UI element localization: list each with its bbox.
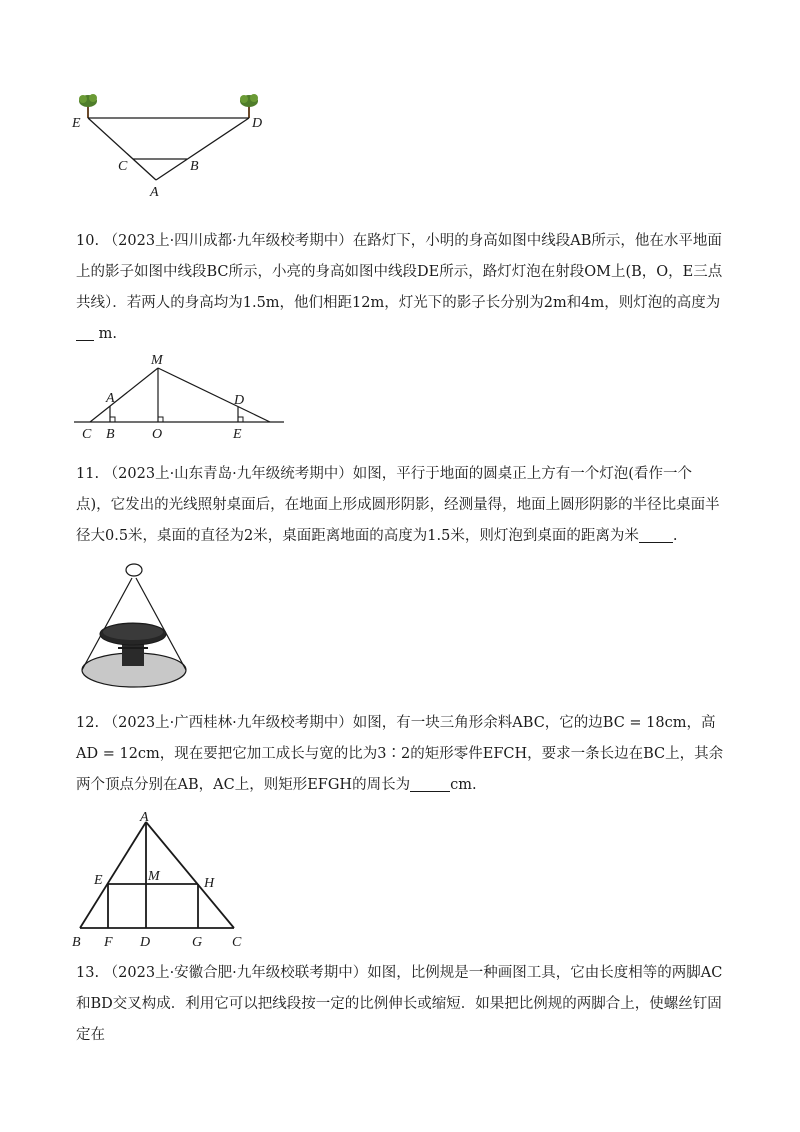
label-M: M [148,869,160,884]
label-B: B [190,159,199,174]
label-E: E [72,116,81,131]
problem-source: （2023上·安徽合肥·九年级校联考期中） [103,965,368,981]
answer-blank[interactable] [76,324,94,341]
segment-ME [158,368,270,422]
segment-AB [80,822,146,928]
label-D: D [234,393,245,408]
figure-triangle-trees [66,90,286,200]
problem-text: 如图，比例规是一种画图工具，它由长度相等的两脚AC和BD交叉构成．利用它可以把线段按一定的比例伸长或缩短．如果把比例规的两脚合上，使螺丝钉固定在 [76,965,723,1043]
label-O: O [152,427,163,442]
label-F: F [104,935,113,950]
segment-CM [90,368,158,422]
problem-source: （2023上·四川成都·九年级校考期中） [103,233,353,249]
label-B: B [72,935,81,950]
label-B: B [106,427,115,442]
label-A: A [106,391,115,406]
problem-number: 11. [76,466,100,482]
problem-tail: m. [98,326,117,342]
right-angle-B [110,417,115,422]
label-C: C [232,935,242,950]
figure-triangle-rectangle [64,808,264,952]
tree-icon [79,94,97,118]
tree-icon [240,94,258,118]
problem-tail: cm. [450,777,477,793]
label-M: M [151,353,163,368]
problem-10 [76,226,726,350]
label-A: A [140,810,149,825]
answer-blank[interactable] [410,775,450,792]
label-C: C [82,427,92,442]
label-G: G [192,935,203,950]
problem-number: 13. [76,965,100,981]
label-A: A [150,185,159,200]
lightbulb-icon [126,564,142,576]
problem-11 [76,459,726,552]
label-E: E [94,873,103,888]
figure-lamp-table [78,560,198,700]
problem-source: （2023上·广西桂林·九年级校考期中） [103,715,353,731]
label-H: H [204,876,215,891]
problem-text: 如图，有一块三角形余料ABC，它的边BC = 18cm，高AD = 12cm，现在要把它加工成长与宽的比为3∶2的矩形零件EFCH，要求一条长边在BC上，其余两个顶点分别在AB，AC上，则矩形EFGH的周长为 [76,715,724,793]
answer-blank[interactable] [639,526,673,543]
problem-number: 10. [76,233,100,249]
segment-DA [156,118,249,180]
right-angle-O [158,417,163,422]
right-angle-E [238,417,243,422]
label-D: D [140,935,151,950]
label-D: D [252,116,263,131]
table-leg [122,642,144,666]
problem-text: 如图，平行于地面的圆桌正上方有一个灯泡(看作一个点)，它发出的光线照射桌面后，在地面上形成圆形阴影，经测量得，地面上圆形阴影的半径比桌面半径大0.5米，桌面的直径为2米，桌面距离地面的高度为1.5米，则灯泡到桌面的距离为米 [76,466,720,544]
label-C: C [118,159,128,174]
problem-tail: . [672,528,678,544]
problem-number: 12. [76,715,100,731]
label-E: E [233,427,242,442]
problem-13 [76,958,726,1051]
problem-source: （2023上·山东青岛·九年级统考期中） [103,466,353,482]
figure-street-lamp [70,352,290,442]
problem-text: 在路灯下，小明的身高如图中线段AB所示，他在水平地面上的影子如图中线段BC所示，小亮的身高如图中线段DE所示，路灯灯泡在射段OM上(B，O，E三点共线）．若两人的身高均为1.5m，他们相距12m，灯光下的影子长分别为2m和4m，则灯泡的高度为 [76,233,723,311]
problem-12 [76,708,726,801]
